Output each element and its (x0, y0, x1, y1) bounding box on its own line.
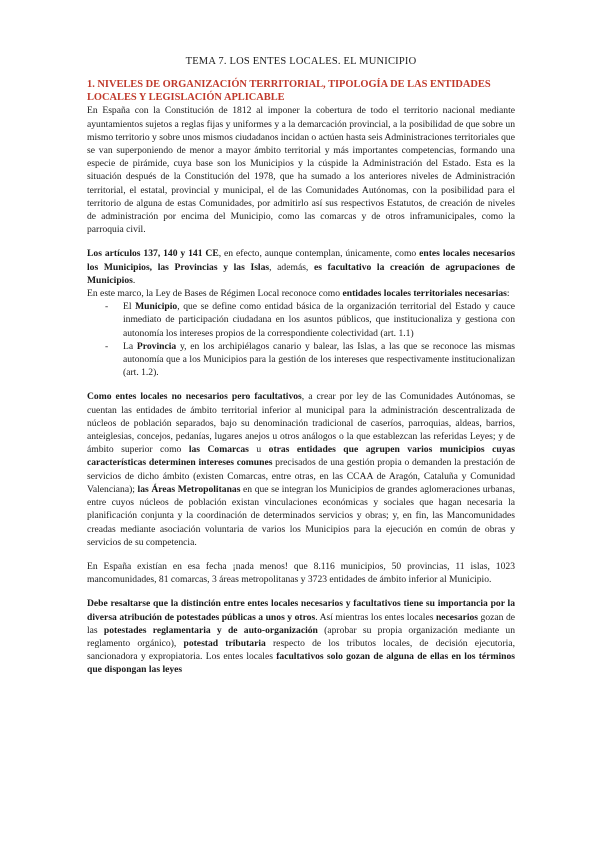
articles-ref: Los artículos 137, 140 y 141 CE (87, 248, 219, 260)
document-title: TEMA 7. LOS ENTES LOCALES. EL MUNICIPIO (185, 56, 417, 67)
entity-list (87, 300, 515, 379)
paragraph-intro: En España con la Constitución de 1812 al imponer la cobertura de todo el territorio nacional mediante ayuntamientos sujetos a reglas fijas y uniformes y a la demarcación provincial, a la posibilidad de que sobre un mismo territorio y sobre unos mismos ciudadanos incidan o actúen hasta seis Administraciones territoriales que se van superponiendo de menor a mayor ámbito territorial y más importantes competencias, formando una especie de pirámide, cuya base son los Municipios y la cúspide la Administración del Estado. Esta es la situación después de la Constitución del 1978, que ha sumado a los anteriores niveles de Administración territorial, el estatal, provincial y municipal, el de las Comunidades Autónomas, con la posibilidad para el territorio de alguna de estas Comunidades, por admitirlo así sus respectivos Estatutos, de creación de niveles de administración por encima del Municipio, como las comarcas y de otros inframunicipales, como la parroquia civil. (87, 105, 515, 236)
paragraph-law-framework: En este marco, la Ley de Bases de Régimen Local reconoce como entidades locales territoriales necesarias: (87, 288, 510, 300)
list-item-provincia: - La Provincia y, en los archipiélagos canario y balear, las Islas, a las que se reconoce las mismas autonomía que a los Municipios para la gestión de los intereses que respectivamente institucionalizan (art. 1.2). (105, 340, 515, 379)
paragraph-powers: Debe resaltarse que la distinción entre entes locales necesarios y facultativos tiene su importancia por la diversa atribución de potestades públicas a unos y otros. Así mientras los entes locales necesarios gozan de las potestades reglamentaria y de auto-organización (aprobar su propia organización mediante un reglamento orgánico), potestad tributaria respecto de los tributos locales, de decisión ejecutoria, sancionadora y expropiatoria. Los entes locales facultativos solo gozan de alguna de ellas en los términos que dispongan las leyes (87, 598, 515, 676)
optional-grouping: es facultativo la creación de agrupaciones de Municipios (87, 261, 515, 286)
necessary-entities-label: entidades locales territoriales necesarias (342, 288, 507, 300)
document-page (87, 56, 515, 677)
list-item-municipio: - El Municipio, que se define como entidad básica de la organización territorial del Estado y cauce inmediato de participación ciudadana en los asuntos públicos, que institucionaliza y gestiona con autonomía los intereses propios de la correspondiente colectividad (art. 1.1) (105, 301, 515, 339)
paragraph-articles: Los artículos 137, 140 y 141 CE, en efecto, aunque contemplan, únicamente, como entes locales necesarios los Municipios, las Provincias y las Islas, además, es facultativo la creación de agrupaciones de Municipios. (87, 248, 515, 286)
necessary-entities: entes locales necesarios los Municipios, las Provincias y las Islas (87, 248, 515, 273)
section-heading: 1. NIVELES DE ORGANIZACIÓN TERRITORIAL, TIPOLOGÍA DE LAS ENTIDADES LOCALES Y LEGISLACIÓN APLICABLE (87, 79, 491, 104)
paragraph-optional-entities: Como entes locales no necesarios pero facultativos, a crear por ley de las Comunidades Autónomas, se cuentan las entidades de ámbito territorial inferior al municipal para la administración descentralizada de núcleos de población separados, bajo su denominación tradicional de caseríos, parroquias, aldeas, barrios, anteiglesias, concejos, pedanías, lugares anejos u otros análogos o la que establezcan las referidas Leyes; y de ámbito superior como las Comarcas u otras entidades que agrupen varios municipios cuyas características determinen intereses comunes precisados de una gestión propia o demanden la prestación de servicios de dicho ámbito (existen Comarcas, entre otras, en las CCAA de Aragón, Cataluña y Comunidad Valenciana); las Áreas Metropolitanas en que se integran los Municipios de grandes aglomeraciones urbanas, entre cuyos núcleos de población existan vinculaciones económicas y sociales que hagan necesaria la planificación conjunta y la coordinación de determinados servicios y obras; y, en fin, las Mancomunidades creadas mediante asociación voluntaria de varios los Municipios para la ejecución en común de obras y servicios de su competencia. (87, 391, 516, 548)
paragraph-statistics: En España existían en esa fecha ¡nada menos! que 8.116 municipios, 50 provincias, 11 islas, 1023 mancomunidades, 81 comarcas, 3 áreas metropolitanas y 3723 entidades de ámbito inferior al Municipio. (87, 560, 515, 586)
